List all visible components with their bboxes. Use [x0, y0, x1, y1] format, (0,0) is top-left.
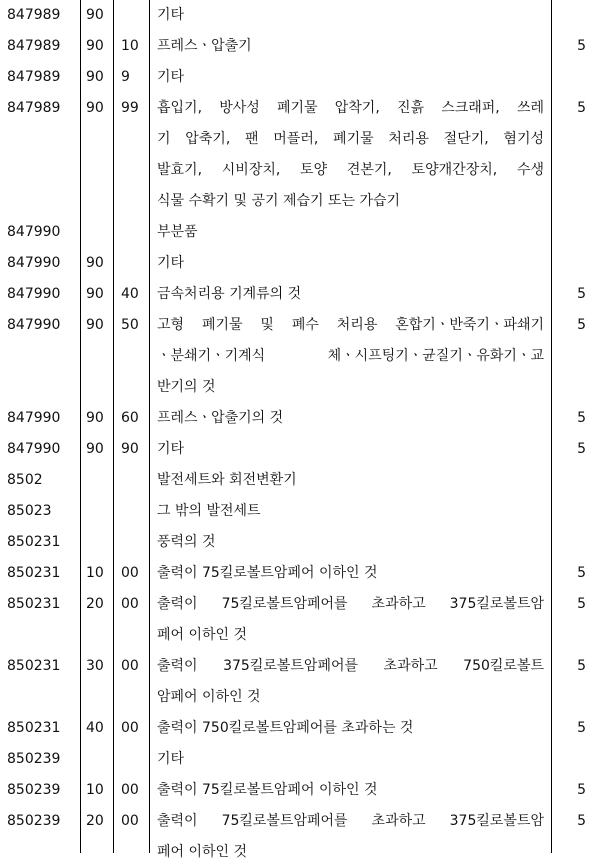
- sub-code-cell: 90: [86, 7, 104, 23]
- hs-code-cell: 847989: [7, 7, 61, 23]
- detail-code-cell: 00: [121, 565, 139, 581]
- table-row: [0, 775, 615, 806]
- table-row: [0, 651, 615, 713]
- detail-code-cell: 90: [121, 441, 139, 457]
- description-line: 기타: [157, 69, 185, 85]
- table-row: [0, 248, 615, 279]
- description-cell: [157, 62, 544, 93]
- table-row: [0, 217, 615, 248]
- hs-code-cell: 850239: [7, 782, 61, 798]
- tariff-rate-cell: 5: [577, 317, 586, 333]
- detail-code-cell: 9: [121, 69, 130, 85]
- sub-code-cell: 20: [86, 813, 104, 829]
- hs-code-cell: 850231: [7, 720, 61, 736]
- description-line: 기타: [157, 7, 185, 23]
- description-cell: [157, 434, 544, 465]
- description-cell: [157, 806, 544, 868]
- detail-code-cell: 50: [121, 317, 139, 333]
- description-line: ㆍ분쇄기ㆍ기계식 체ㆍ시프팅기ㆍ균질기ㆍ유화기ㆍ교: [157, 348, 544, 364]
- detail-code-cell: 00: [121, 813, 139, 829]
- tariff-rate-cell: 5: [577, 720, 586, 736]
- description-cell: [157, 775, 544, 806]
- tariff-rate-cell: 5: [577, 782, 586, 798]
- table-row: [0, 62, 615, 93]
- hs-code-cell: 850231: [7, 596, 61, 612]
- description-cell: [157, 93, 544, 217]
- description-cell: [157, 589, 544, 651]
- description-line: 그 밖의 발전세트: [157, 503, 261, 519]
- description-cell: [157, 496, 544, 527]
- description-cell: [157, 31, 544, 62]
- tariff-rate-cell: 5: [577, 565, 586, 581]
- hs-code-cell: 847990: [7, 410, 61, 426]
- description-line: 기타: [157, 441, 185, 457]
- description-line: 금속처리용 기계류의 것: [157, 286, 302, 302]
- tariff-rate-cell: 5: [577, 596, 586, 612]
- description-cell: [157, 713, 544, 744]
- hs-code-cell: 847990: [7, 224, 61, 240]
- description-line: 식물 수확기 및 공기 제습기 또는 가습기: [157, 193, 401, 209]
- table-row: [0, 744, 615, 775]
- hs-code-cell: 847989: [7, 38, 61, 54]
- table-row: [0, 434, 615, 465]
- tariff-rate-cell: 5: [577, 100, 586, 116]
- table-row: [0, 310, 615, 403]
- detail-code-cell: 40: [121, 286, 139, 302]
- description-line: 출력이 750킬로볼트암페어를 초과하는 것: [157, 720, 414, 736]
- detail-code-cell: 00: [121, 782, 139, 798]
- description-line: 출력이 75킬로볼트암페어를 초과하고 375킬로볼트암: [157, 596, 544, 612]
- sub-code-cell: 90: [86, 255, 104, 271]
- description-cell: [157, 403, 544, 434]
- description-line: 프레스ㆍ압출기: [157, 38, 252, 54]
- hs-code-cell: 850231: [7, 534, 61, 550]
- detail-code-cell: 00: [121, 658, 139, 674]
- sub-code-cell: 40: [86, 720, 104, 736]
- hs-code-cell: 850231: [7, 565, 61, 581]
- hs-code-cell: 850239: [7, 751, 61, 767]
- hs-code-cell: 847989: [7, 100, 61, 116]
- hs-code-cell: 847990: [7, 441, 61, 457]
- description-line: 기타: [157, 255, 185, 271]
- sub-code-cell: 90: [86, 410, 104, 426]
- table-row: [0, 713, 615, 744]
- detail-code-cell: 60: [121, 410, 139, 426]
- table-row: [0, 806, 615, 868]
- description-cell: [157, 248, 544, 279]
- hs-code-cell: 847989: [7, 69, 61, 85]
- detail-code-cell: 00: [121, 596, 139, 612]
- description-line: 출력이 75킬로볼트암페어 이하인 것: [157, 565, 378, 581]
- description-line: 풍력의 것: [157, 534, 216, 550]
- hs-code-cell: 850231: [7, 658, 61, 674]
- sub-code-cell: 90: [86, 441, 104, 457]
- sub-code-cell: 30: [86, 658, 104, 674]
- table-row: [0, 496, 615, 527]
- hs-code-cell: 850239: [7, 813, 61, 829]
- sub-code-cell: 10: [86, 565, 104, 581]
- description-cell: [157, 558, 544, 589]
- table-row: [0, 31, 615, 62]
- detail-code-cell: 00: [121, 720, 139, 736]
- description-line: 흡입기, 방사성 폐기물 압착기, 진흙 스크래퍼, 쓰레: [157, 100, 544, 116]
- sub-code-cell: 90: [86, 69, 104, 85]
- table-row: [0, 589, 615, 651]
- table-row: [0, 0, 615, 31]
- description-line: 페어 이하인 것: [157, 627, 248, 643]
- description-cell: [157, 279, 544, 310]
- tariff-rate-cell: 5: [577, 658, 586, 674]
- description-cell: [157, 310, 544, 403]
- description-line: 반기의 것: [157, 379, 216, 395]
- hs-code-cell: 85023: [7, 503, 52, 519]
- description-cell: [157, 217, 544, 248]
- description-line: 페어 이하인 것: [157, 844, 248, 860]
- sub-code-cell: 90: [86, 286, 104, 302]
- tariff-rate-cell: 5: [577, 441, 586, 457]
- detail-code-cell: 99: [121, 100, 139, 116]
- hs-code-cell: 847990: [7, 286, 61, 302]
- sub-code-cell: 20: [86, 596, 104, 612]
- hs-code-cell: 847990: [7, 255, 61, 271]
- description-line: 고형 폐기물 및 폐수 처리용 혼합기ㆍ반죽기ㆍ파쇄기: [157, 317, 544, 333]
- table-row: [0, 279, 615, 310]
- description-line: 기 압축기, 팬 머플러, 폐기물 처리용 절단기, 혐기성: [157, 131, 544, 147]
- description-cell: [157, 0, 544, 31]
- sub-code-cell: 90: [86, 38, 104, 54]
- tariff-rate-cell: 5: [577, 38, 586, 54]
- detail-code-cell: 10: [121, 38, 139, 54]
- description-line: 부분품: [157, 224, 198, 240]
- description-line: 출력이 75킬로볼트암페어 이하인 것: [157, 782, 378, 798]
- description-line: 발전세트와 회전변환기: [157, 472, 297, 488]
- sub-code-cell: 90: [86, 317, 104, 333]
- description-cell: [157, 465, 544, 496]
- table-row: [0, 558, 615, 589]
- description-line: 암페어 이하인 것: [157, 689, 261, 705]
- description-cell: [157, 651, 544, 713]
- table-row: [0, 527, 615, 558]
- sub-code-cell: 10: [86, 782, 104, 798]
- table-row: [0, 465, 615, 496]
- sub-code-cell: 90: [86, 100, 104, 116]
- description-line: 출력이 375킬로볼트암페어를 초과하고 750킬로볼트: [157, 658, 544, 674]
- hs-code-cell: 8502: [7, 472, 43, 488]
- description-cell: [157, 527, 544, 558]
- table-row: [0, 403, 615, 434]
- description-line: 발효기, 시비장치, 토양 견본기, 토양개간장치, 수생: [157, 162, 544, 178]
- hs-code-cell: 847990: [7, 317, 61, 333]
- description-cell: [157, 744, 544, 775]
- tariff-rate-cell: 5: [577, 410, 586, 426]
- tariff-rate-cell: 5: [577, 813, 586, 829]
- description-line: 기타: [157, 751, 185, 767]
- description-line: 프레스ㆍ압출기의 것: [157, 410, 284, 426]
- tariff-rate-cell: 5: [577, 286, 586, 302]
- table-row: [0, 93, 615, 217]
- description-line: 출력이 75킬로볼트암페어를 초과하고 375킬로볼트암: [157, 813, 544, 829]
